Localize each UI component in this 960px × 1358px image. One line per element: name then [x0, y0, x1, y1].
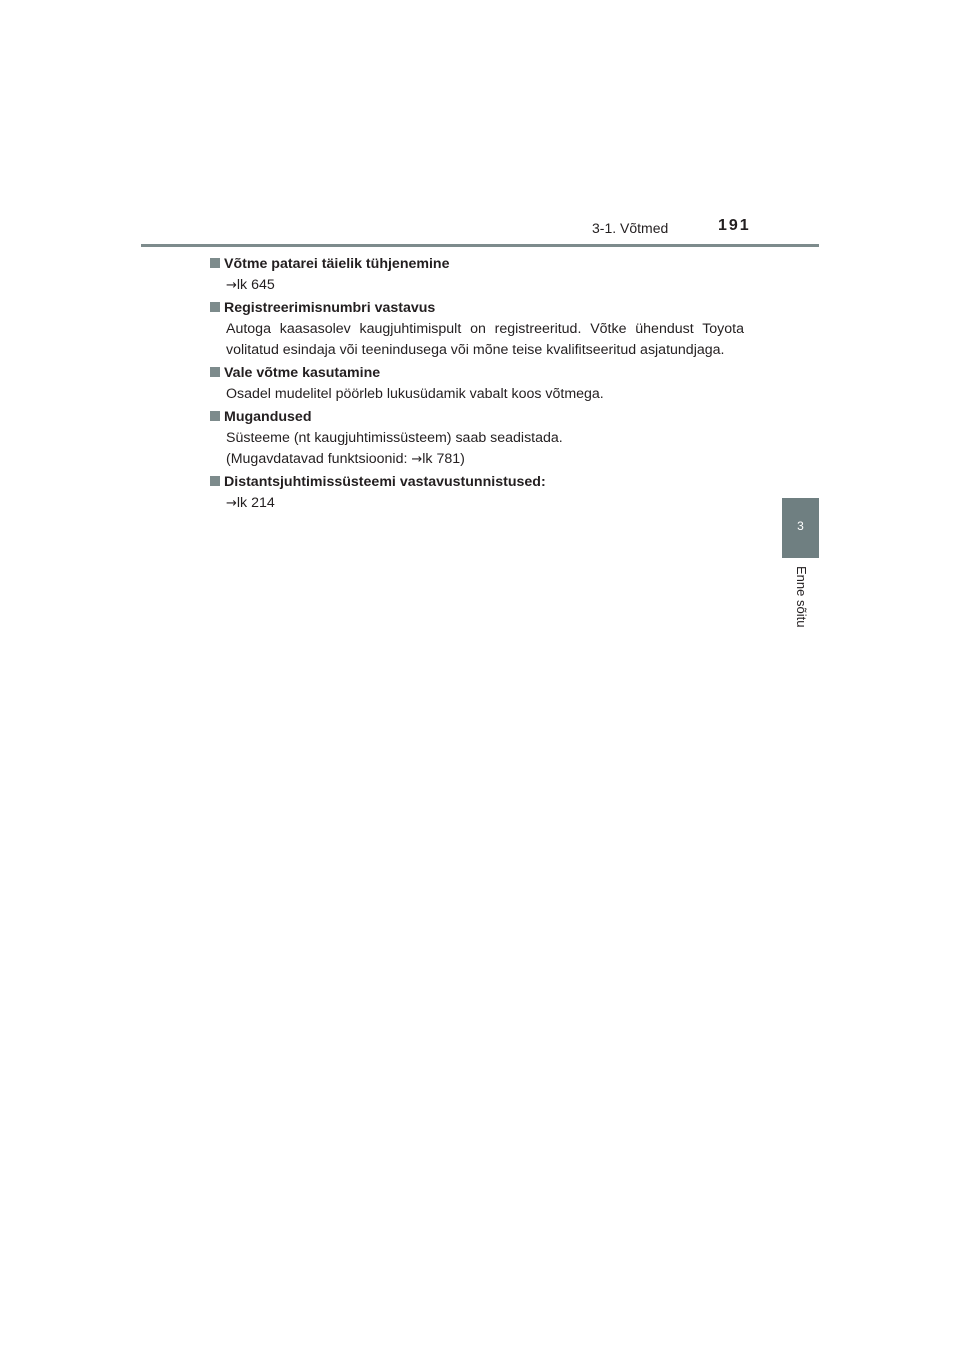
customization-reference-line [226, 449, 744, 470]
section-body [210, 275, 744, 296]
page-reference-link[interactable]: lk 214 [236, 495, 275, 511]
section-battery-depletion [210, 254, 744, 296]
section-body [210, 493, 744, 514]
section-body [210, 319, 744, 361]
section-title: 3-1. Võtmed [592, 220, 669, 236]
section-heading [210, 472, 744, 493]
section-body [210, 384, 744, 405]
section-paragraph: Autoga kaasasolev kaugjuhtimispult on registreeritud. Võtke ühendust Toyota volitatud esindaja või teenindusega või mõne teise kvalifitseeritud asjatundjaga. [226, 321, 744, 358]
section-title-text: Võtme patarei täielik tühjenemine [224, 256, 450, 272]
section-title-text: Mugandused [224, 409, 312, 425]
arrow-right-icon: → [226, 278, 237, 293]
chapter-label: Enne sõitu [794, 566, 809, 628]
reference-prefix: (Mugavdatavad funktsioonid: [226, 451, 412, 467]
square-bullet-icon [210, 302, 220, 312]
section-heading [210, 254, 744, 275]
section-paragraph: Osadel mudelitel pöörleb lukusüdamik vabalt koos võtmega. [226, 386, 604, 402]
square-bullet-icon [210, 411, 220, 421]
header-divider [141, 244, 819, 247]
chapter-tab[interactable] [782, 498, 819, 558]
page-reference-link[interactable]: lk 781) [422, 451, 465, 467]
page-number: 191 [718, 217, 751, 234]
chapter-number: 3 [797, 519, 804, 533]
section-heading [210, 363, 744, 384]
section-remote-certificates [210, 472, 744, 514]
section-heading [210, 407, 744, 428]
section-heading [210, 298, 744, 319]
arrow-right-icon: → [411, 452, 423, 467]
section-wrong-key [210, 363, 744, 405]
section-title-text: Registreerimisnumbri vastavus [224, 300, 436, 316]
section-title-text: Vale võtme kasutamine [224, 365, 381, 381]
section-customization [210, 407, 744, 470]
square-bullet-icon [210, 476, 220, 486]
section-paragraph: Süsteeme (nt kaugjuhtimissüsteem) saab seadistada. [226, 430, 563, 446]
square-bullet-icon [210, 258, 220, 268]
section-title-text: Distantsjuhtimissüsteemi vastavustunnistused: [224, 474, 546, 490]
section-registration-match [210, 298, 744, 361]
page-content [210, 254, 744, 516]
section-body [210, 428, 744, 470]
page-reference-link[interactable]: lk 645 [236, 277, 275, 293]
square-bullet-icon [210, 367, 220, 377]
arrow-right-icon: → [226, 496, 237, 511]
